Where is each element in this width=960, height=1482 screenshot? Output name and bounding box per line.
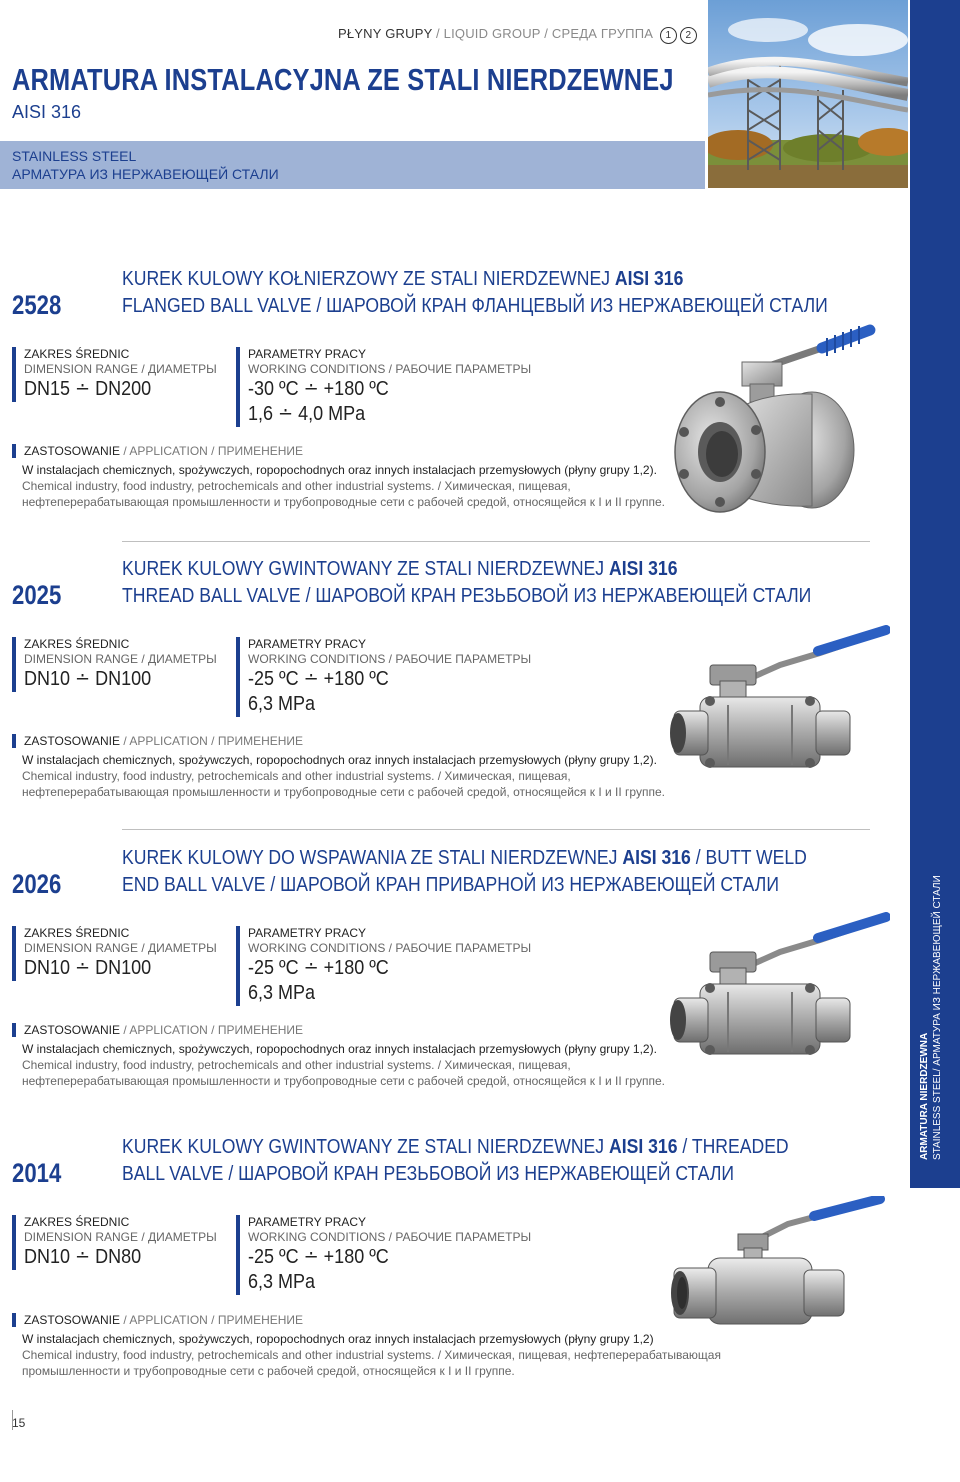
application-en: Chemical industry, food industry, petrochemicals and other industrial systems. / Химическая, пищевая, [22, 479, 571, 493]
application-text [22, 1331, 742, 1379]
title-suffix: / BUTT WELD [690, 847, 807, 869]
application-pl: W instalacjach chemicznych, spożywczych, ropopochodnych oraz innych instalacjach przemysłowych (płyny grupy 1,2) [22, 1332, 654, 1346]
product-title-pl [122, 268, 683, 291]
product-title-pl [122, 558, 677, 581]
dimension-value: DN15 ∸ DN200 [24, 378, 152, 400]
side-label-line2: STAINLESS STEEL/ АРМАТУРА ИЗ НЕРЖАВЕЮЩЕЙ СТАЛИ [932, 875, 943, 1160]
dimension-value: DN10 ∸ DN80 [24, 1246, 142, 1268]
group-label-pl: PŁYNY GRUPY [338, 26, 433, 41]
application-heading [12, 1313, 303, 1327]
param-label-en: WORKING CONDITIONS / РАБОЧИЕ ПАРАМЕТРЫ [248, 941, 532, 955]
product-code: 2026 [12, 869, 62, 899]
side-label-line1: ARMATURA NIERDZEWNA [919, 1032, 930, 1160]
title-suffix: / THREADED [677, 1136, 789, 1158]
temperature-value: -25 ºC ∸ +180 ºC [248, 1246, 389, 1268]
title-bold: AISI 316 [608, 1136, 678, 1158]
application-heading [12, 444, 303, 458]
application-en: Chemical industry, food industry, petrochemicals and other industrial systems. / Химическая, пищевая, [22, 1058, 571, 1072]
application-ru: нефтеперерабатывающая промышленности и трубопроводные сети с рабочей средой, относящейся к I и II группе. [22, 495, 665, 509]
app-label-pl: ZASTOSOWANIE [24, 1023, 121, 1037]
app-label-pl: ZASTOSOWANIE [24, 444, 121, 458]
product-title-en-ru: THREAD BALL VALVE / ШАРОВОЙ КРАН РЕЗЬБОВОЙ ИЗ НЕРЖАВЕЮЩЕЙ СТАЛИ [122, 585, 812, 607]
group-label-rest: / LIQUID GROUP / СРЕДА ГРУППА [432, 26, 654, 41]
application-ru: нефтеперерабатывающая промышленности и трубопроводные сети с рабочей средой, относящейся к I и II группе. [22, 785, 665, 799]
product-code: 2014 [12, 1158, 62, 1188]
dimension-value: DN10 ∸ DN100 [24, 957, 152, 979]
app-label-pl: ZASTOSOWANIE [24, 734, 121, 748]
product-code: 2025 [12, 580, 62, 610]
dim-label-pl: ZAKRES ŚREDNIC [24, 637, 130, 651]
title-text: KUREK KULOWY DO WSPAWANIA ZE STALI NIERDZEWNEJ [122, 847, 623, 869]
title-bold: AISI 316 [614, 268, 684, 290]
title-bold: AISI 316 [608, 558, 678, 580]
page-number: 15 [12, 1416, 26, 1430]
app-label-pl: ZASTOSOWANIE [24, 1313, 121, 1327]
product-title-en-ru: BALL VALVE / ШАРОВОЙ КРАН РЕЗЬБОВОЙ ИЗ НЕРЖАВЕЮЩЕЙ СТАЛИ [122, 1163, 735, 1185]
application-text [22, 1041, 722, 1089]
param-label-pl: PARAMETRY PRACY [248, 1215, 367, 1229]
temperature-value: -25 ºC ∸ +180 ºC [248, 957, 389, 979]
application-heading [12, 1023, 303, 1037]
product-title-en-ru: FLANGED BALL VALVE / ШАРОВОЙ КРАН ФЛАНЦЕВЫЙ ИЗ НЕРЖАВЕЮЩЕЙ СТАЛИ [122, 295, 828, 317]
group-2-badge: 2 [680, 27, 697, 44]
param-label-pl: PARAMETRY PRACY [248, 347, 367, 361]
dim-label-pl: ZAKRES ŚREDNIC [24, 926, 130, 940]
application-pl: W instalacjach chemicznych, spożywczych, ropopochodnych oraz innych instalacjach przemysłowych (płyny grupy 1,2). [22, 463, 657, 477]
threaded-3pc-ball-valve-image [670, 625, 890, 790]
working-conditions-block [236, 926, 531, 1006]
liquid-group-header [338, 26, 697, 44]
page-subtitle: AISI 316 [12, 102, 82, 122]
app-label-rest: / APPLICATION / ПРИМЕНЕНИЕ [120, 444, 304, 458]
title-bold: AISI 316 [622, 847, 691, 869]
product-title-en-ru: END BALL VALVE / ШАРОВОЙ КРАН ПРИВАРНОЙ ИЗ НЕРЖАВЕЮЩЕЙ СТАЛИ [122, 874, 780, 896]
param-label-en: WORKING CONDITIONS / РАБОЧИЕ ПАРАМЕТРЫ [248, 652, 532, 666]
flanged-ball-valve-image [672, 322, 882, 522]
side-category-label [918, 875, 944, 1160]
dimension-range-block [12, 926, 217, 981]
application-pl: W instalacjach chemicznych, spożywczych, ropopochodnych oraz innych instalacjach przemysłowych (płyny grupy 1,2). [22, 1042, 657, 1056]
group-1-badge: 1 [660, 27, 677, 44]
dimension-range-block [12, 1215, 217, 1270]
page-title: ARMATURA INSTALACYJNA ZE STALI NIERDZEWNEJ [12, 62, 674, 97]
section-divider [122, 541, 870, 542]
param-label-pl: PARAMETRY PRACY [248, 926, 367, 940]
temperature-value: -30 ºC ∸ +180 ºC [248, 378, 389, 400]
butt-weld-ball-valve-image [670, 912, 890, 1077]
pressure-value: 6,3 MPa [248, 1271, 316, 1293]
dimension-range-block [12, 347, 217, 402]
pipeline-photo [708, 0, 908, 188]
product-title-pl [122, 847, 807, 870]
dim-label-en: DIMENSION RANGE / ДИАМЕТРЫ [24, 652, 217, 666]
pressure-value: 1,6 ∸ 4,0 MPa [248, 403, 366, 425]
temperature-value: -25 ºC ∸ +180 ºC [248, 668, 389, 690]
title-text: KUREK KULOWY GWINTOWANY ZE STALI NIERDZEWNEJ [122, 1136, 609, 1158]
product-title-pl [122, 1136, 789, 1159]
dim-label-en: DIMENSION RANGE / ДИАМЕТРЫ [24, 1230, 217, 1244]
application-text [22, 752, 722, 800]
section-divider [122, 829, 870, 830]
app-label-rest: / APPLICATION / ПРИМЕНЕНИЕ [120, 1023, 304, 1037]
param-label-en: WORKING CONDITIONS / РАБОЧИЕ ПАРАМЕТРЫ [248, 362, 532, 376]
application-text [22, 462, 722, 510]
working-conditions-block [236, 637, 531, 717]
application-en: Chemical industry, food industry, petrochemicals and other industrial systems. / Химическая, пищевая, нефтеперерабатывающая [22, 1348, 721, 1362]
dim-label-en: DIMENSION RANGE / ДИАМЕТРЫ [24, 941, 217, 955]
pressure-value: 6,3 MPa [248, 693, 316, 715]
threaded-2pc-ball-valve-image [668, 1196, 888, 1336]
application-ru: промышленности и трубопроводные сети с рабочей средой, относящейся к I и II группе. [22, 1364, 515, 1378]
dim-label-pl: ZAKRES ŚREDNIC [24, 1215, 130, 1229]
dimension-value: DN10 ∸ DN100 [24, 668, 152, 690]
dim-label-pl: ZAKRES ŚREDNIC [24, 347, 130, 361]
title-text: KUREK KULOWY GWINTOWANY ZE STALI NIERDZEWNEJ [122, 558, 609, 580]
application-en: Chemical industry, food industry, petrochemicals and other industrial systems. / Химическая, пищевая, [22, 769, 571, 783]
banner-line-ru: АРМАТУРА ИЗ НЕРЖАВЕЮЩЕЙ СТАЛИ [12, 166, 279, 182]
working-conditions-block [236, 1215, 531, 1295]
application-pl: W instalacjach chemicznych, spożywczych, ropopochodnych oraz innych instalacjach przemysłowych (płyny grupy 1,2). [22, 753, 657, 767]
dim-label-en: DIMENSION RANGE / ДИАМЕТРЫ [24, 362, 217, 376]
app-label-rest: / APPLICATION / ПРИМЕНЕНИЕ [120, 1313, 304, 1327]
working-conditions-block [236, 347, 531, 427]
dimension-range-block [12, 637, 217, 692]
application-heading [12, 734, 303, 748]
category-banner [0, 141, 705, 189]
application-ru: нефтеперерабатывающая промышленности и трубопроводные сети с рабочей средой, относящейся к I и II группе. [22, 1074, 665, 1088]
banner-line-en: STAINLESS STEEL [12, 148, 137, 164]
param-label-en: WORKING CONDITIONS / РАБОЧИЕ ПАРАМЕТРЫ [248, 1230, 532, 1244]
pressure-value: 6,3 MPa [248, 982, 316, 1004]
product-code: 2528 [12, 290, 62, 320]
param-label-pl: PARAMETRY PRACY [248, 637, 367, 651]
title-text: KUREK KULOWY KOŁNIERZOWY ZE STALI NIERDZEWNEJ [122, 268, 615, 290]
app-label-rest: / APPLICATION / ПРИМЕНЕНИЕ [120, 734, 304, 748]
